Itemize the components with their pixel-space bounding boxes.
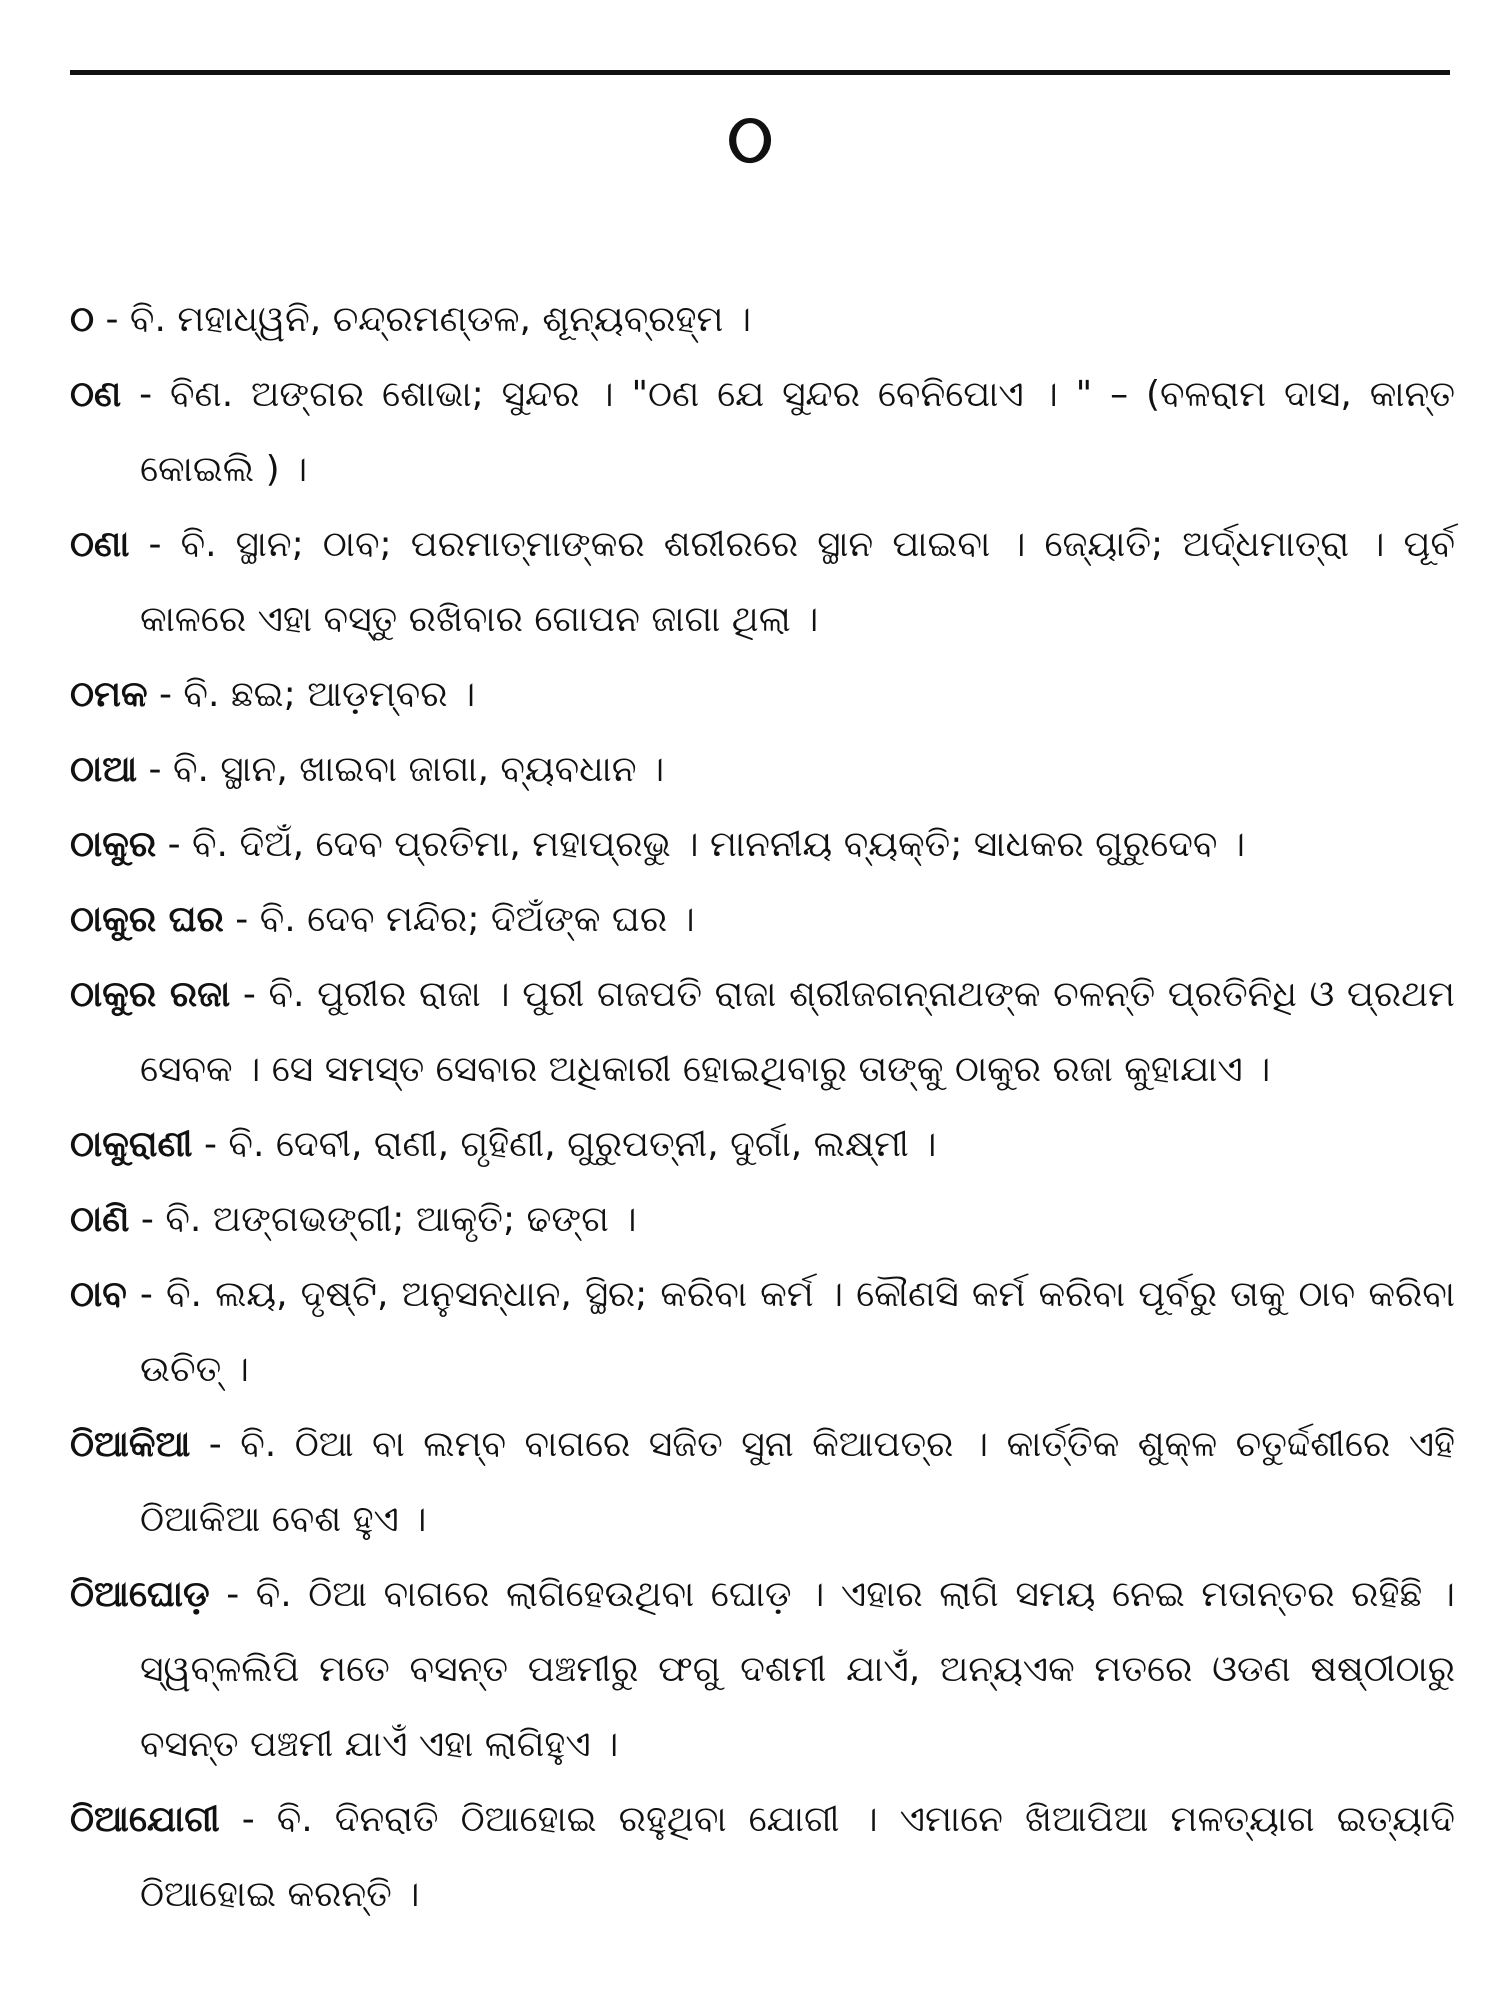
entry (70, 1557, 1455, 1782)
entry (70, 957, 1455, 1107)
entry (70, 357, 1455, 507)
entry-headword: ଠାକୁର ଘର (70, 899, 224, 940)
section-letter: ଠ (727, 100, 773, 179)
entry-list (70, 282, 1455, 1932)
entry (70, 282, 1455, 357)
entry-headword: ଠାକୁରାଣୀ (70, 1124, 193, 1165)
top-rule (70, 70, 1450, 75)
entry (70, 507, 1455, 657)
entry-definition: - ବି. ଦିଅଁ, ଦେବ ପ୍ରତିମା, ମହାପ୍ରଭୁ । ମାନନୀୟ ବ୍ୟକ୍ତି; ସାଧକର ଗୁରୁଦେବ । (156, 824, 1246, 865)
entry (70, 882, 1455, 957)
entry-definition: - ବି. ସ୍ଥାନ; ଠାବ; ପରମାତ୍ମାଙ୍କର ଶରୀରରେ ସ୍ଥାନ ପାଇବା । ଜ୍ୟୋତି; ଅର୍ଦ୍ଧମାତ୍ରା । ପୂର୍ବ କାଳରେ ଏହା ବସ୍ତୁ ରଖିବାର ଗୋପନ ଜାଗା ଥିଲା । (129, 524, 1455, 640)
entry-headword: ଠାକୁର (70, 824, 157, 865)
entry-definition: - ବି. ସ୍ଥାନ, ଖାଇବା ଜାଗା, ବ୍ୟବଧାନ । (137, 749, 665, 790)
entry-definition: - ବି. ଲୟ, ଦୃଷ୍ଟି, ଅନୁସନ୍ଧାନ, ସ୍ଥିର; କରିବା କର୍ମ । କୌଣସି କର୍ମ କରିବା ପୂର୍ବରୁ ତାକୁ ଠାବ କରିବା ଉଚିତ୍ । (126, 1274, 1455, 1390)
entry-definition: - ବି. ଦେବୀ, ରାଣୀ, ଗୃହିଣୀ, ଗୁରୁପତ୍ନୀ, ଦୁର୍ଗା, ଲକ୍ଷ୍ମୀ । (192, 1124, 937, 1165)
entry (70, 1182, 1455, 1257)
entry-definition: - ବି. ଦେବ ମନ୍ଦିର; ଦିଅଁଙ୍କ ଘର । (223, 899, 695, 940)
entry-headword: ଠଣ (70, 374, 122, 415)
entry-definition: - ବି. ମହାଧ୍ୱନି, ଚନ୍ଦ୍ରମଣ୍ଡଳ, ଶୂନ୍ୟବ୍ରହ୍ମ । (94, 299, 752, 340)
entry-definition: - ବି. ପୁରୀର ରାଜା । ପୁରୀ ଗଜପତି ରାଜା ଶ୍ରୀଜଗନ୍ନାଥଙ୍କ ଚଳନ୍ତି ପ୍ରତିନିଧି ଓ ପ୍ରଥମ ସେବକ । ସେ ସମସ୍ତ ସେବାର ଅଧିକାରୀ ହୋଇଥିବାରୁ ତାଙ୍କୁ ଠାକୁର ରଜା କୁହାଯାଏ । (140, 974, 1455, 1090)
entry-headword: ଠାକୁର ରଜା (70, 974, 231, 1015)
entry-headword: ଠାଆ (70, 749, 138, 790)
entry-headword: ଠିଆଘୋଡ଼ (70, 1574, 210, 1615)
entry (70, 1257, 1455, 1407)
entry (70, 1107, 1455, 1182)
entry (70, 1407, 1455, 1557)
entry-definition: - ବି. ଠିଆ ବା ଲମ୍ବ ବାଗରେ ସଜିତ ସୁନା କିଆପତ୍ର । କାର୍ତ୍ତିକ ଶୁକ୍ଳ ଚତୁର୍ଦ୍ଦଶୀରେ ଏହି ଠିଆକିଆ ବେଶ ହୁଏ । (140, 1424, 1455, 1540)
entry-definition: - ବିଣ. ଅଙ୍ଗର ଶୋଭା; ସୁନ୍ଦର । "ଠଣ ଯେ ସୁନ୍ଦର ବେନିପୋଏ । " – (ବଳରାମ ଦାସ, କାନ୍ତ କୋଇଲି ) । (121, 374, 1455, 490)
entry (70, 657, 1455, 732)
entry-definition: - ବି. ଠିଆ ବାଗରେ ଲାଗିହେଉଥିବା ଘୋଡ଼ । ଏହାର ଲାଗି ସମୟ ନେଇ ମତାନ୍ତର ରହିଛି । ସ୍ୱବ୍ଳଲିପି ମତେ ବସନ୍ତ ପଞ୍ଚମୀରୁ ଫଗୁ ଦଶମୀ ଯାଏଁ, ଅନ୍ୟଏକ ମତରେ ଓଡଣ ଷଷ୍ଠୀଠାରୁ ବସନ୍ତ ପଞ୍ଚମୀ ଯାଏଁ ଏହା ଲାଗିହୁଏ । (140, 1574, 1455, 1765)
entry (70, 1782, 1455, 1932)
entry-headword: ଠିଆଯୋଗୀ (70, 1799, 220, 1840)
entry-headword: ଠିଆକିଆ (70, 1424, 191, 1465)
entry-definition: - ବି. ଦିନରାତି ଠିଆହୋଇ ରହୁଥିବା ଯୋଗୀ । ଏମାନେ ଖିଆପିଆ ମଳତ୍ୟାଗ ଇତ୍ୟାଦି ଠିଆହୋଇ କରନ୍ତି । (140, 1799, 1455, 1915)
entry (70, 807, 1455, 882)
entry-headword: ଠାଣି (70, 1199, 130, 1240)
entry-headword: ଠମକ (70, 674, 148, 715)
entry-headword: ଠ (70, 299, 95, 340)
entry-definition: - ବି. ଛଇ; ଆଡ଼ମ୍ବର । (147, 674, 476, 715)
entry-definition: - ବି. ଅଙ୍ଗଭଙ୍ଗୀ; ଆକୃତି; ଢଙ୍ଗ । (129, 1199, 637, 1240)
entry (70, 732, 1455, 807)
entry-headword: ଠଣା (70, 524, 130, 565)
entry-headword: ଠାବ (70, 1274, 127, 1315)
